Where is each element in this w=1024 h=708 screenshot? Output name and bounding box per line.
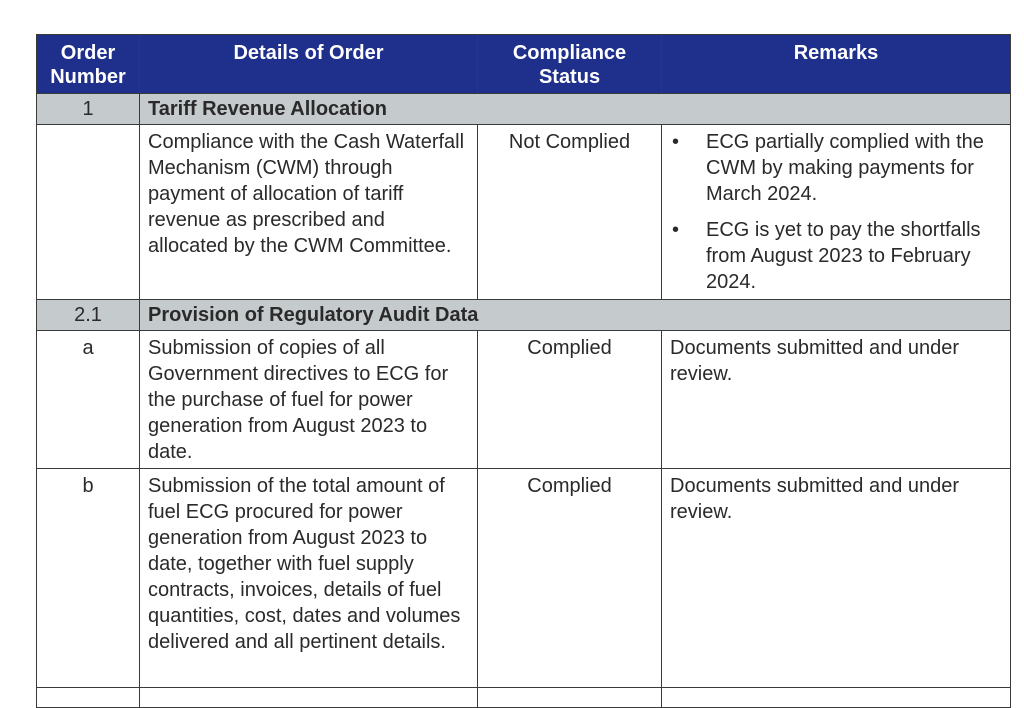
compliance-status bbox=[478, 688, 662, 708]
table-row bbox=[37, 331, 1011, 469]
header-remarks: Remarks bbox=[662, 35, 1011, 94]
header-details: Details of Order bbox=[140, 35, 478, 94]
order-number bbox=[37, 688, 140, 708]
header-compliance-status: Compliance Status bbox=[478, 35, 662, 94]
section-title: Provision of Regulatory Audit Data bbox=[140, 300, 1011, 331]
table-row bbox=[37, 469, 1011, 688]
remarks-list bbox=[670, 129, 1002, 295]
order-details: Submission of the total amount of fuel ECG procured for power generation from August 2023 to date, together with fuel supply contracts, invoices, details of fuel quantities, cost, dates and volumes delivered and all pertinent details. bbox=[140, 469, 478, 688]
compliance-status: Complied bbox=[478, 331, 662, 469]
order-details: Compliance with the Cash Waterfall Mechanism (CWM) through payment of allocation of tariff revenue as prescribed and allocated by the CWM Committee. bbox=[140, 125, 478, 300]
section-row bbox=[37, 94, 1011, 125]
order-remarks bbox=[662, 125, 1011, 300]
remark-item bbox=[670, 217, 1002, 295]
bullet-icon: • bbox=[672, 219, 680, 241]
header-order-number: Order Number bbox=[37, 35, 140, 94]
table-row bbox=[37, 125, 1011, 300]
bullet-icon: • bbox=[672, 131, 680, 153]
order-details bbox=[140, 688, 478, 708]
remark-text: ECG partially complied with the CWM by making payments for March 2024. bbox=[706, 131, 984, 205]
compliance-status: Complied bbox=[478, 469, 662, 688]
compliance-status: Not Complied bbox=[478, 125, 662, 300]
section-title: Tariff Revenue Allocation bbox=[140, 94, 1011, 125]
order-details: Submission of copies of all Government directives to ECG for the purchase of fuel for power generation from August 2023 to date. bbox=[140, 331, 478, 469]
order-remarks bbox=[662, 688, 1011, 708]
order-number: b bbox=[37, 469, 140, 688]
section-number: 2.1 bbox=[37, 300, 140, 331]
compliance-table bbox=[36, 34, 1011, 708]
section-row bbox=[37, 300, 1011, 331]
order-number: a bbox=[37, 331, 140, 469]
order-number bbox=[37, 125, 140, 300]
remark-item bbox=[670, 129, 1002, 207]
order-remarks: Documents submitted and under review. bbox=[662, 469, 1011, 688]
table-row bbox=[37, 688, 1011, 708]
section-number: 1 bbox=[37, 94, 140, 125]
remark-text: ECG is yet to pay the shortfalls from August 2023 to February 2024. bbox=[706, 219, 981, 293]
header-row bbox=[37, 35, 1011, 94]
order-remarks: Documents submitted and under review. bbox=[662, 331, 1011, 469]
